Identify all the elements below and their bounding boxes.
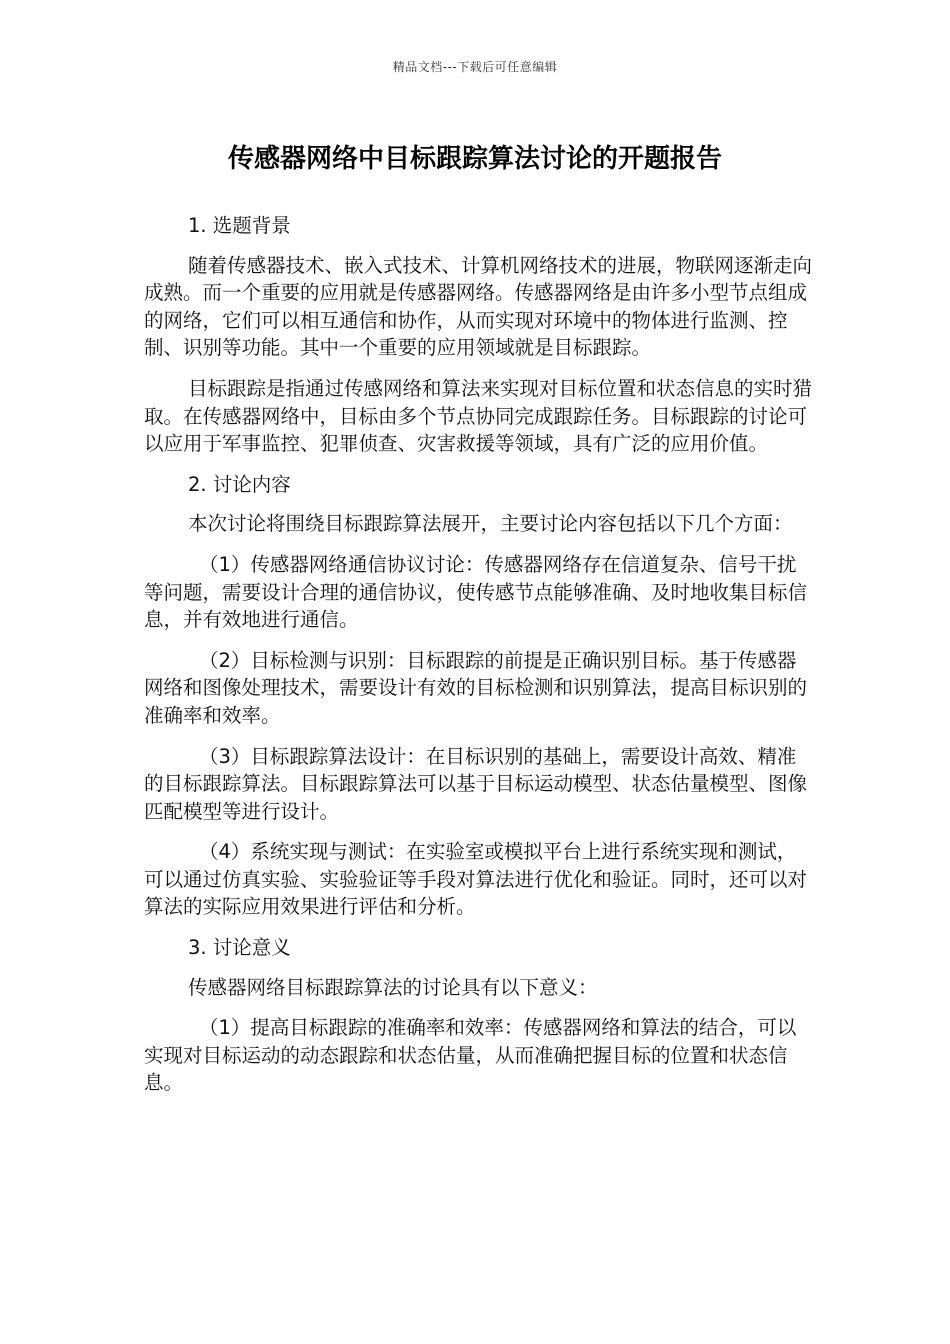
section-heading-content: 2. 讨论内容 [188,472,291,496]
list-item-significance-1: （1）提高目标跟踪的准确率和效率：传感器网络和算法的结合，可以实现对目标运动的动态跟踪和状态估量，从而准确把握目标的位置和状态信息。 [144,1016,797,1095]
paragraph-content-intro: 本次讨论将围绕目标跟踪算法展开，主要讨论内容包括以下几个方面： [188,512,793,536]
paragraph-significance-intro: 传感器网络目标跟踪算法的讨论具有以下意义： [188,975,598,999]
page-header: 精品文档---下载后可任意编辑 [392,60,558,74]
list-item-content-3: （3）目标跟踪算法设计：在目标识别的基础上，需要设计高效、精准的目标跟踪算法。目标跟踪算法可以基于目标运动模型、状态估量模型、图像匹配模型等进行设计。 [144,744,808,823]
list-item-content-2: （2）目标检测与识别：目标跟踪的前提是正确识别目标。基于传感器网络和图像处理技术，需要设计有效的目标检测和识别算法，提高目标识别的准确率和效率。 [144,648,808,727]
list-item-content-4: （4）系统实现与测试：在实验室或模拟平台上进行系统实现和测试，可以通过仿真实验、实验验证等手段对算法进行优化和验证。同时，还可以对算法的实际应用效果进行评估和分析。 [144,840,808,919]
section-heading-significance: 3. 讨论意义 [188,936,291,960]
document-title: 传感器网络中目标跟踪算法讨论的开题报告 [227,144,722,174]
list-item-content-1: （1）传感器网络通信协议讨论：传感器网络存在信道复杂、信号干扰等问题，需要设计合理的通信协议，使传感节点能够准确、及时地收集目标信息，并有效地进行通信。 [144,552,808,632]
document-body [144,212,812,1110]
paragraph-background-2: 目标跟踪是指通过传感网络和算法来实现对目标位置和状态信息的实时猎取。在传感器网络中，目标由多个节点协同完成跟踪任务。目标跟踪的讨论可以应用于军事监控、犯罪侦查、灾害救援等领域，具有广泛的应用价值。 [144,376,813,456]
paragraph-background-1: 随着传感器技术、嵌入式技术、计算机网络技术的进展，物联网逐渐走向成熟。而一个重要的应用就是传感器网络。传感器网络是由许多小型节点组成的网络，它们可以相互通信和协作，从而实现对环境中的物体进行监测、控制、识别等功能。其中一个重要的应用领域就是目标跟踪。 [144,253,813,360]
section-heading-background: 1. 选题背景 [188,214,291,237]
